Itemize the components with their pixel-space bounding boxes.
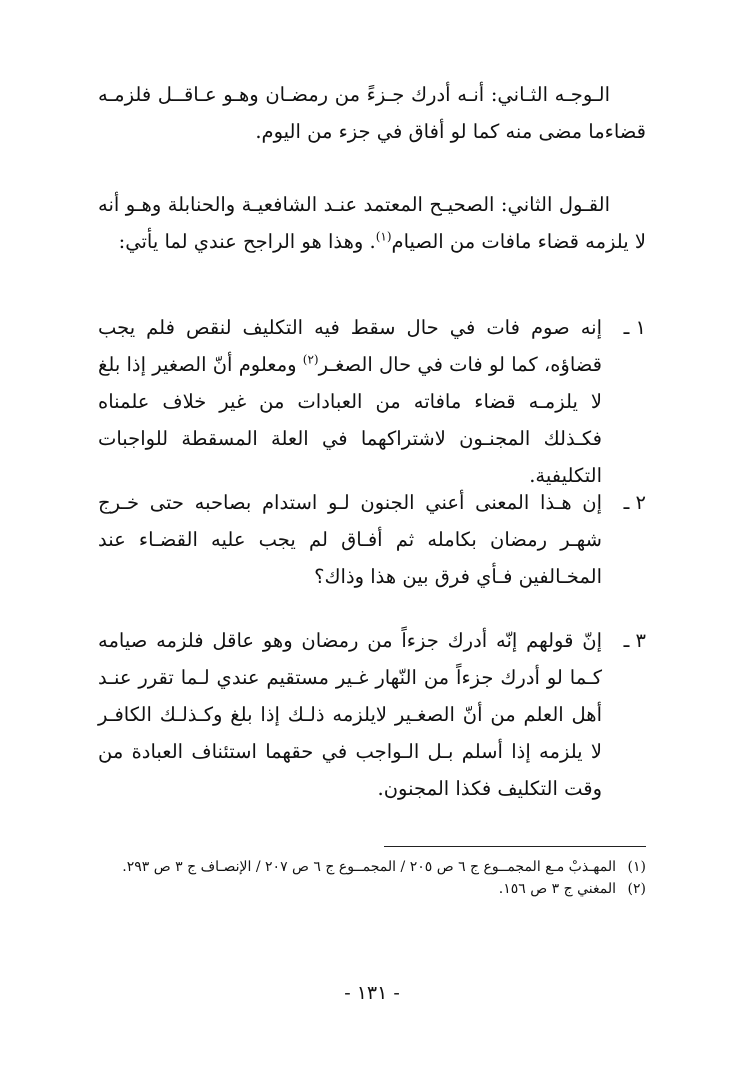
list-item-number: ٣ ـ [623,629,646,652]
list-item-text-part: ومعلوم أنّ الصغير إذا بلغ لا يلزمـه قضاء مافاته من العبادات من غير خلاف علمناه فكـذلك المجنـون لاشتراكهما في العلة المسقطة للواجبات التكليفية. [98,353,602,487]
page-number: - ١٣١ - [344,982,400,1004]
list-item-text: إن هـذا المعنى أعني الجنون لـو استدام بصاحبه حتى خـرج شهـر رمضان بكامله ثم أفـاق لم يجب عليه القضـاء عند المخـالفين فـأي فرق بين هذا وذاك؟ [98,491,602,588]
paragraph-text: . وهذا هو الراجح عندي لما يأتي: [118,230,376,253]
paragraph-second-opinion [98,186,646,260]
footnote-ref-2: (٢) [302,352,319,367]
list-item [98,484,646,595]
footnote-divider [384,846,646,847]
list-item-text: إنّ قولهم إنّه أدرك جزءاً من رمضان وهو عاقل فلزمه صيامه كـما لو أدرك جزءاً من النّهار غـير مستقيم عندي لـما تقرر عنـد أهل العلم من أنّ الصغـير لايلزمه ذلـك إذا بلغ وكـذلـك الكافـر لا يلزمه إذا أسلم بـل الـواجب في حقهما استئناف العبادة من وقت التكليف فكذا المجنون. [98,629,602,800]
list-item [98,622,646,807]
list-item [98,309,646,494]
footnote-ref-1: (١) [375,229,392,244]
paragraph-text: القـول الثاني: الصحيـح المعتمد عنـد الشافعيـة والحنابلة وهـو أنه لا يلزمه قضاء مافات من الصيام [98,193,646,253]
footnote-number: (٢) [627,881,646,897]
list-item-number: ١ ـ [623,316,646,339]
list-item-number: ٢ ـ [623,491,646,514]
footnote-number: (١) [627,859,646,875]
list-item-text-part: إنه صوم فات في حال سقط فيه التكليف لنقص فلم يجب قضاؤه، كما لو فات في حال الصغـر [98,316,603,376]
list-item-text [98,309,602,494]
footnote-text: المهـذبْ مـع المجمــوع ج ٦ ص ٢٠٥ / المجمــوع ج ٦ ص ٢٠٧ / الإنصـاف ج ٣ ص ٢٩٣. [122,859,616,875]
footnote [98,878,646,900]
paragraph-text: الـوجـه الثـاني: أنـه أدرك جـزءً من رمضـان وهـو عـاقــل فلزمـه قضاءما مضى منه كما لو أفاق في جزء من اليوم. [98,83,646,143]
footnote [98,856,646,878]
paragraph-second-aspect [98,76,646,150]
footnotes [98,856,646,900]
footnote-text: المغني ج ٣ ص ١٥٦. [498,881,616,897]
